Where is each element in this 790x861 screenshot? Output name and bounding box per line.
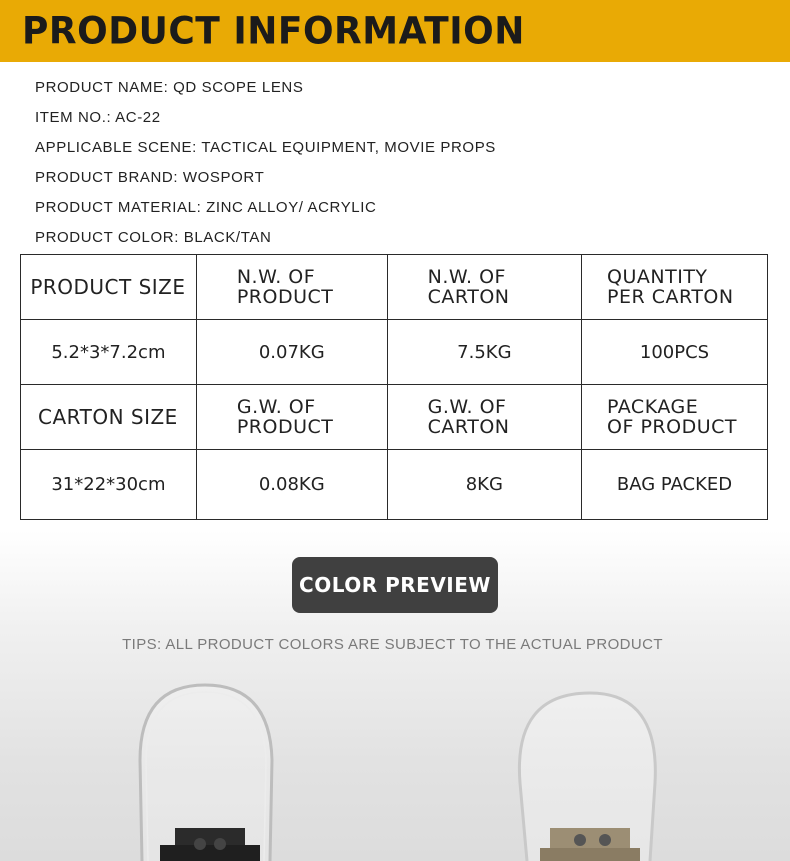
- header-cell-nw-product: N.W. OF PRODUCT: [196, 255, 387, 320]
- table-row: [21, 255, 768, 320]
- header-cell-gw-carton: G.W. OF CARTON: [387, 385, 581, 450]
- value-nw-product: 0.07KG: [196, 320, 387, 385]
- header-cell-carton-size: CARTON SIZE: [21, 385, 197, 450]
- spec-table: [20, 254, 768, 520]
- table-row: [21, 320, 768, 385]
- header-cell-product-size: PRODUCT SIZE: [21, 255, 197, 320]
- value-gw-carton: 8KG: [387, 450, 581, 520]
- header-cell-package: PACKAGE OF PRODUCT: [582, 385, 768, 450]
- table-row: [21, 385, 768, 450]
- spec-item-no: ITEM NO.: AC-22: [35, 109, 161, 126]
- header-cell-nw-carton: N.W. OF CARTON: [387, 255, 581, 320]
- value-product-size: 5.2*3*7.2cm: [21, 320, 197, 385]
- lens-tan-image: [505, 688, 675, 861]
- value-nw-carton: 7.5KG: [387, 320, 581, 385]
- spec-list: [35, 78, 496, 258]
- value-gw-product: 0.08KG: [196, 450, 387, 520]
- page-title: PRODUCT INFORMATION: [22, 9, 525, 54]
- lens-black-image: [120, 680, 290, 861]
- value-package: BAG PACKED: [582, 450, 768, 520]
- tips-text: TIPS: ALL PRODUCT COLORS ARE SUBJECT TO THE ACTUAL PRODUCT: [122, 636, 663, 653]
- color-preview-button[interactable]: COLOR PREVIEW: [292, 557, 498, 613]
- spec-product-color: PRODUCT COLOR: BLACK/TAN: [35, 229, 272, 246]
- spec-product-brand: PRODUCT BRAND: WOSPORT: [35, 169, 265, 186]
- spec-applicable-scene: APPLICABLE SCENE: TACTICAL EQUIPMENT, MOVIE PROPS: [35, 139, 496, 156]
- header-cell-gw-product: G.W. OF PRODUCT: [196, 385, 387, 450]
- header-banner: [0, 0, 790, 62]
- header-cell-quantity: QUANTITY PER CARTON: [582, 255, 768, 320]
- spec-product-name: PRODUCT NAME: QD SCOPE LENS: [35, 79, 304, 96]
- spec-product-material: PRODUCT MATERIAL: ZINC ALLOY/ ACRYLIC: [35, 199, 377, 216]
- table-row: [21, 450, 768, 520]
- value-carton-size: 31*22*30cm: [21, 450, 197, 520]
- value-quantity: 100PCS: [582, 320, 768, 385]
